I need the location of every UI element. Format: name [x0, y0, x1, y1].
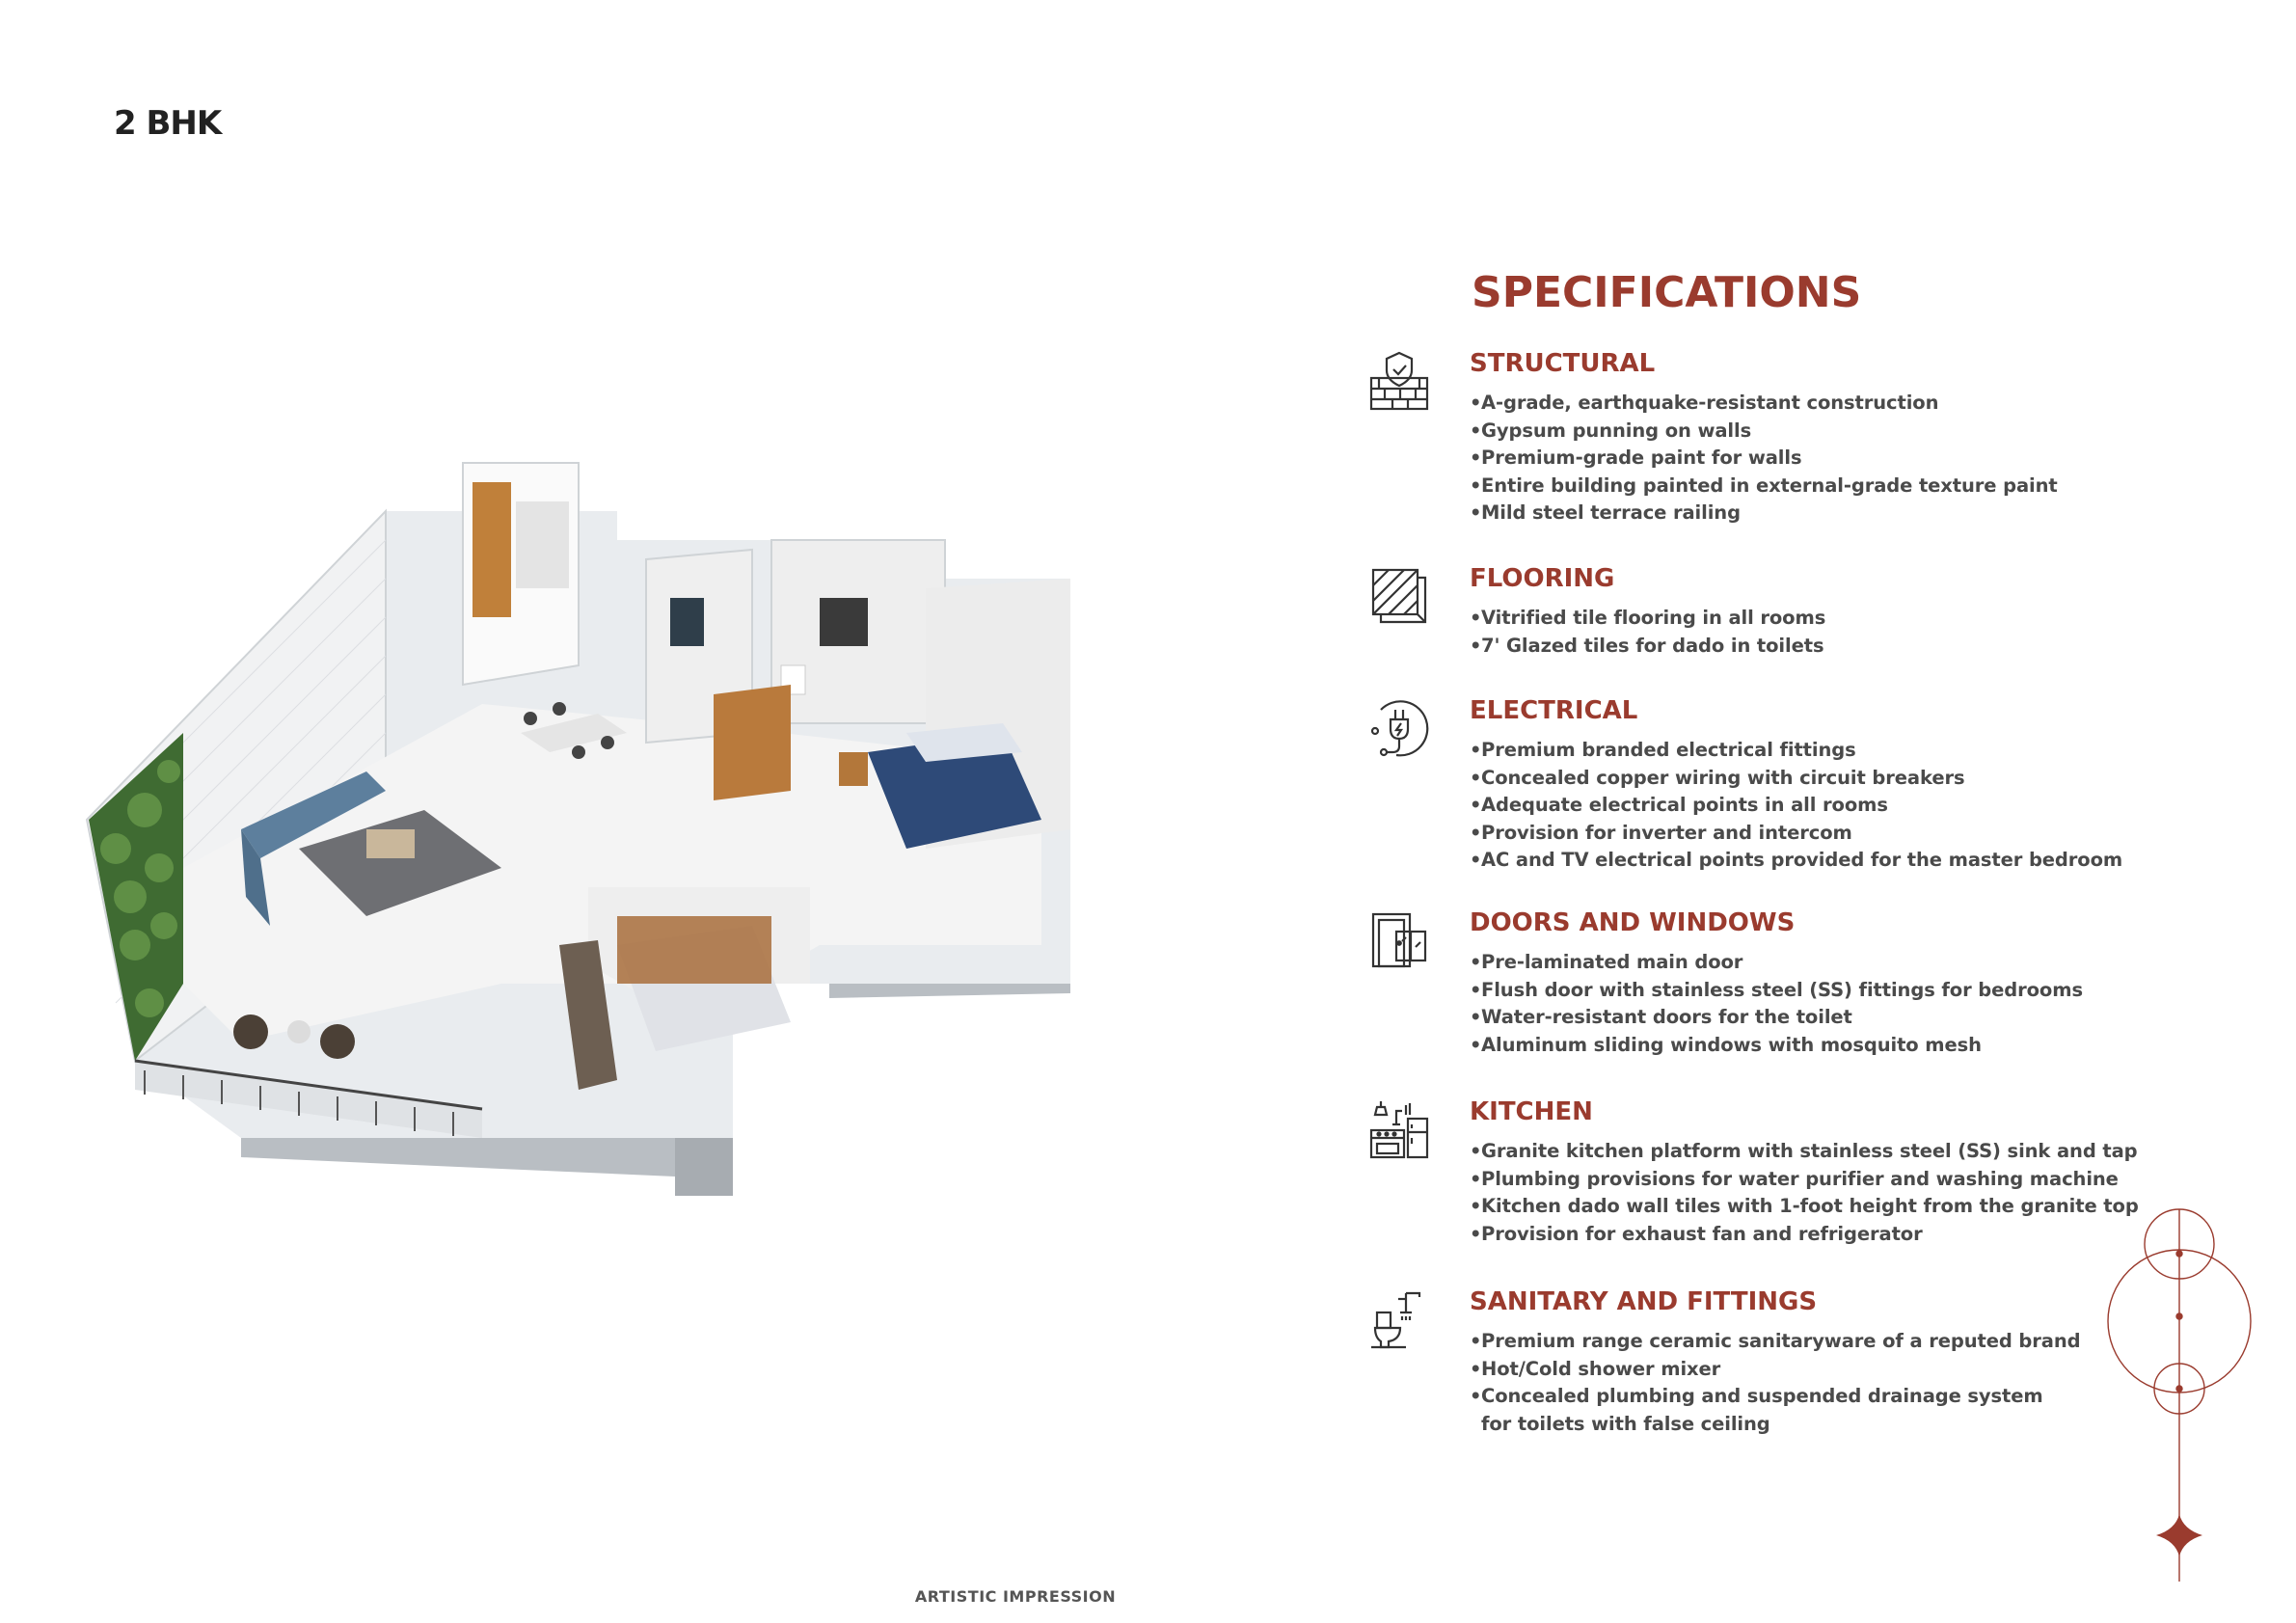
unit-type-heading: 2 BHK — [114, 104, 222, 143]
list-item: for toilets with false ceiling — [1481, 1412, 1770, 1435]
floor-plan-illustration — [77, 444, 1099, 1196]
list-item: •Gypsum punning on walls — [1470, 419, 1752, 442]
list-item: •AC and TV electrical points provided for the master bedroom — [1470, 849, 2123, 871]
list-item: •Kitchen dado wall tiles with 1-foot height from the granite top — [1470, 1195, 2139, 1217]
list-item: •Vitrified tile flooring in all rooms — [1470, 607, 1826, 629]
spec-list — [1470, 390, 2058, 527]
door-window-icon — [1367, 908, 1431, 972]
list-item: •Provision for exhaust fan and refrigerator — [1470, 1222, 1923, 1245]
spec-list — [1470, 605, 1825, 660]
kitchen-appliances-icon — [1367, 1097, 1431, 1161]
spec-list — [1470, 737, 2122, 875]
list-item: •Plumbing provisions for water purifier and washing machine — [1470, 1167, 2119, 1190]
list-item: •Mild steel terrace railing — [1470, 501, 1741, 524]
list-item: •Premium range ceramic sanitaryware of a reputed brand — [1470, 1330, 2081, 1352]
list-item: •Flush door with stainless steel (SS) fittings for bedrooms — [1470, 978, 2083, 1001]
list-item: •Granite kitchen platform with stainless steel (SS) sink and tap — [1470, 1140, 2138, 1162]
list-item: •A-grade, earthquake-resistant construction — [1470, 392, 1939, 414]
spec-list — [1470, 949, 2083, 1059]
list-item: •7' Glazed tiles for dado in toilets — [1470, 634, 1824, 657]
list-item: •Pre-laminated main door — [1470, 951, 1743, 973]
electric-plug-icon — [1367, 696, 1431, 760]
list-item: •Water-resistant doors for the toilet — [1470, 1006, 1852, 1028]
floor-tiles-icon — [1367, 564, 1431, 628]
specifications-title: SPECIFICATIONS — [1472, 268, 1862, 317]
spec-heading: FLOORING — [1470, 564, 1615, 593]
shower-toilet-icon — [1367, 1287, 1431, 1351]
list-item: •Aluminum sliding windows with mosquito mesh — [1470, 1033, 1982, 1056]
spec-heading: STRUCTURAL — [1470, 349, 1656, 378]
list-item: •Premium branded electrical fittings — [1470, 739, 1856, 761]
artistic-impression-note: ARTISTIC IMPRESSION — [914, 1587, 1117, 1606]
spec-heading: ELECTRICAL — [1470, 696, 1638, 725]
spec-heading: SANITARY AND FITTINGS — [1470, 1287, 1818, 1316]
brick-wall-shield-icon — [1367, 349, 1431, 413]
spec-heading: DOORS AND WINDOWS — [1470, 908, 1796, 937]
list-item: •Provision for inverter and intercom — [1470, 821, 1852, 844]
list-item: •Premium-grade paint for walls — [1470, 446, 1802, 469]
spec-list — [1470, 1328, 2080, 1438]
decorative-ornament — [2102, 1205, 2256, 1591]
spec-list — [1470, 1138, 2139, 1248]
list-item: •Hot/Cold shower mixer — [1470, 1357, 1721, 1380]
list-item: •Concealed copper wiring with circuit breakers — [1470, 766, 1965, 789]
list-item: •Entire building painted in external-grade texture paint — [1470, 473, 2058, 497]
list-item: •Adequate electrical points in all rooms — [1470, 794, 1888, 816]
spec-heading: KITCHEN — [1470, 1097, 1593, 1126]
list-item: •Concealed plumbing and suspended drainage system — [1470, 1385, 2043, 1407]
